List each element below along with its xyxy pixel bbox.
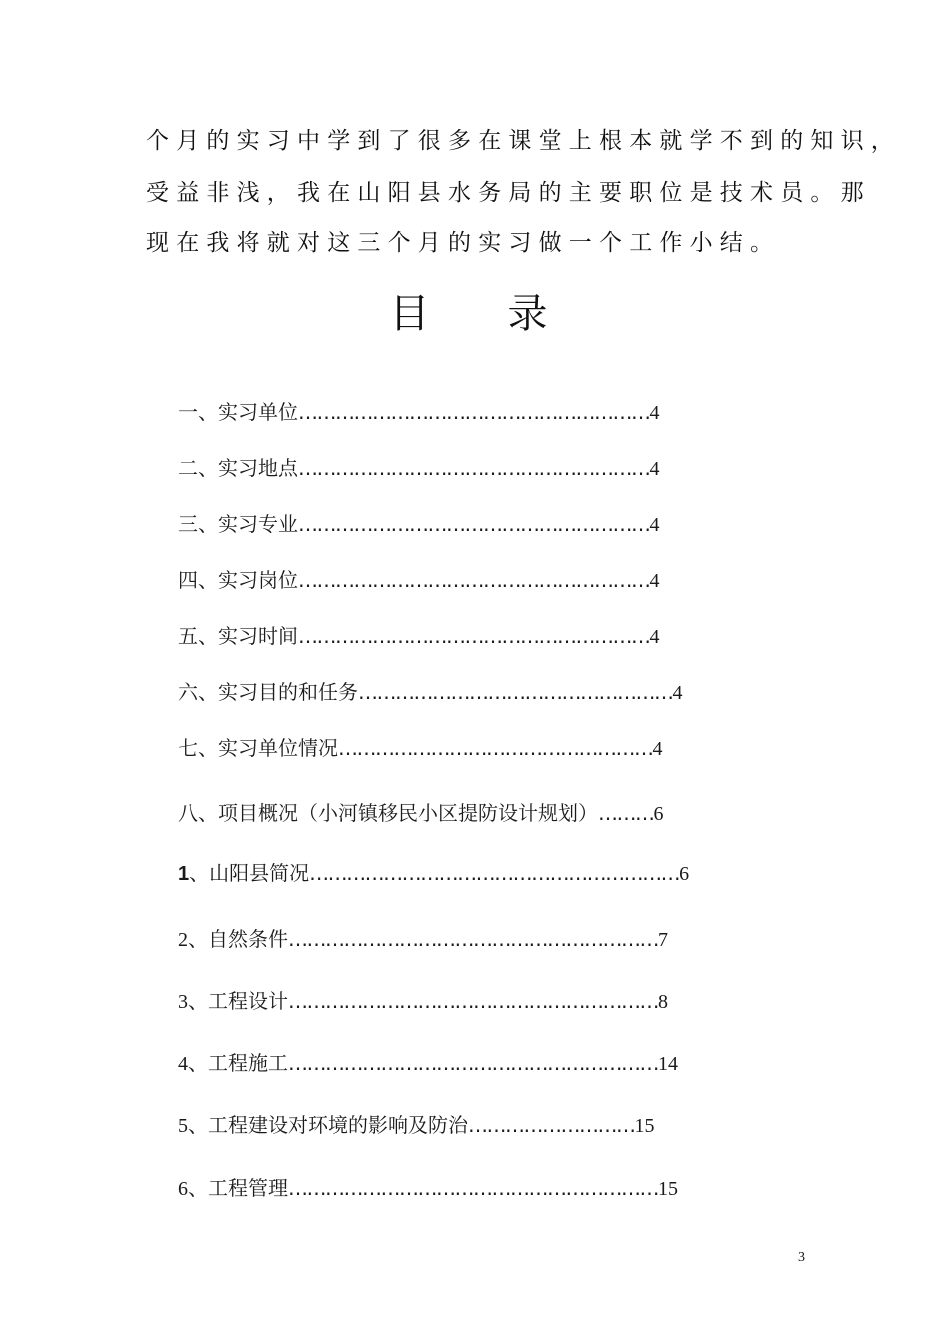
toc-entry-leader: ……………………………………………………: [288, 927, 658, 951]
toc-entry[interactable]: [178, 452, 660, 481]
toc-entry-number: 6: [178, 1178, 188, 1200]
toc-entry-leader: ……………………………………………: [358, 680, 673, 704]
intro-line-1: 个月的实习中学到了很多在课堂上根本就学不到的知识，: [146, 128, 901, 154]
toc-entry-page: 15: [634, 1115, 655, 1137]
toc-entry-label: 一、实习单位: [178, 400, 298, 424]
toc-entry[interactable]: [178, 508, 660, 537]
toc-entry-label: 六、实习目的和任务: [178, 680, 358, 704]
toc-entry[interactable]: [178, 396, 660, 425]
toc-entry-page: 6: [653, 803, 664, 825]
toc-entry-leader: …………………………………………………: [298, 512, 650, 536]
toc-entry[interactable]: [178, 1109, 655, 1138]
toc-entry[interactable]: [178, 732, 663, 761]
toc-entry[interactable]: [178, 1047, 678, 1076]
toc-entry-number: 4: [178, 1053, 188, 1075]
toc-entry[interactable]: [178, 620, 660, 649]
toc-entry-label: 五、实习时间: [178, 624, 298, 648]
toc-entry-number: 5: [178, 1115, 188, 1137]
toc-entry-leader: ………………………: [468, 1113, 635, 1137]
toc-entry-leader: …………………………………………………: [298, 568, 650, 592]
toc-entry-page: 4: [649, 626, 660, 648]
toc-entry-leader: ……………………………………………………: [288, 1176, 658, 1200]
toc-entry-page: 7: [658, 929, 668, 951]
toc-entry-page: 4: [649, 570, 660, 592]
page-number: 3: [798, 1250, 805, 1265]
toc-entry[interactable]: [178, 676, 683, 705]
toc-entry-label: 七、实习单位情况: [178, 736, 338, 760]
toc-entry-label: 、工程施工: [188, 1051, 288, 1075]
toc-entry-number: 2: [178, 929, 188, 951]
toc-entry-page: 4: [649, 514, 660, 536]
toc-entry-label: 四、实习岗位: [178, 568, 298, 592]
toc-entry-page: 4: [652, 738, 663, 760]
toc-entry-label: 、工程设计: [188, 989, 288, 1013]
toc-entry[interactable]: [178, 857, 689, 886]
toc-entry-leader: …………………………………………………: [298, 456, 650, 480]
toc-entry-label: 、自然条件: [188, 927, 288, 951]
toc-entry-page: 4: [649, 458, 660, 480]
toc-entry-page: 15: [658, 1178, 678, 1200]
toc-entry-label: 、工程建设对环境的影响及防治: [188, 1113, 468, 1137]
toc-entry-page: 4: [672, 682, 683, 704]
toc-entry[interactable]: [178, 923, 668, 952]
toc-title: 目录: [389, 291, 626, 337]
toc-entry-leader: …………………………………………………: [298, 624, 650, 648]
toc-entry-leader: ……………………………………………………: [309, 861, 680, 885]
toc-entry-page: 14: [658, 1053, 678, 1075]
toc-entry[interactable]: [178, 1172, 678, 1201]
toc-entry-label: 八、项目概况（小河镇移民小区提防设计规划）: [178, 801, 598, 825]
toc-entry[interactable]: [178, 797, 664, 826]
toc-entry[interactable]: [178, 985, 668, 1014]
toc-entry-number: 3: [178, 991, 188, 1013]
toc-entry-label: 三、实习专业: [178, 512, 298, 536]
toc-entry-leader: ……………………………………………: [338, 736, 653, 760]
toc-entry-label: 二、实习地点: [178, 456, 298, 480]
toc-entry-leader: ……………………………………………………: [288, 989, 658, 1013]
toc-entry[interactable]: [178, 564, 660, 593]
toc-entry-label: 、工程管理: [188, 1176, 288, 1200]
toc-entry-leader: …………………………………………………: [298, 400, 650, 424]
toc-entry-page: 6: [679, 863, 690, 885]
toc-entry-label: 、山阳县简况: [189, 861, 310, 885]
toc-entry-leader: ………: [598, 801, 654, 825]
intro-line-2: 受益非浅，我在山阳县水务局的主要职位是技术员。那: [146, 180, 871, 206]
toc-entry-leader: ……………………………………………………: [288, 1051, 658, 1075]
toc-entry-number: 1: [178, 863, 190, 885]
intro-line-3: 现在我将就对这三个月的实习做一个工作小结。: [146, 230, 781, 256]
toc-entry-page: 8: [658, 991, 668, 1013]
toc-entry-page: 4: [649, 402, 660, 424]
